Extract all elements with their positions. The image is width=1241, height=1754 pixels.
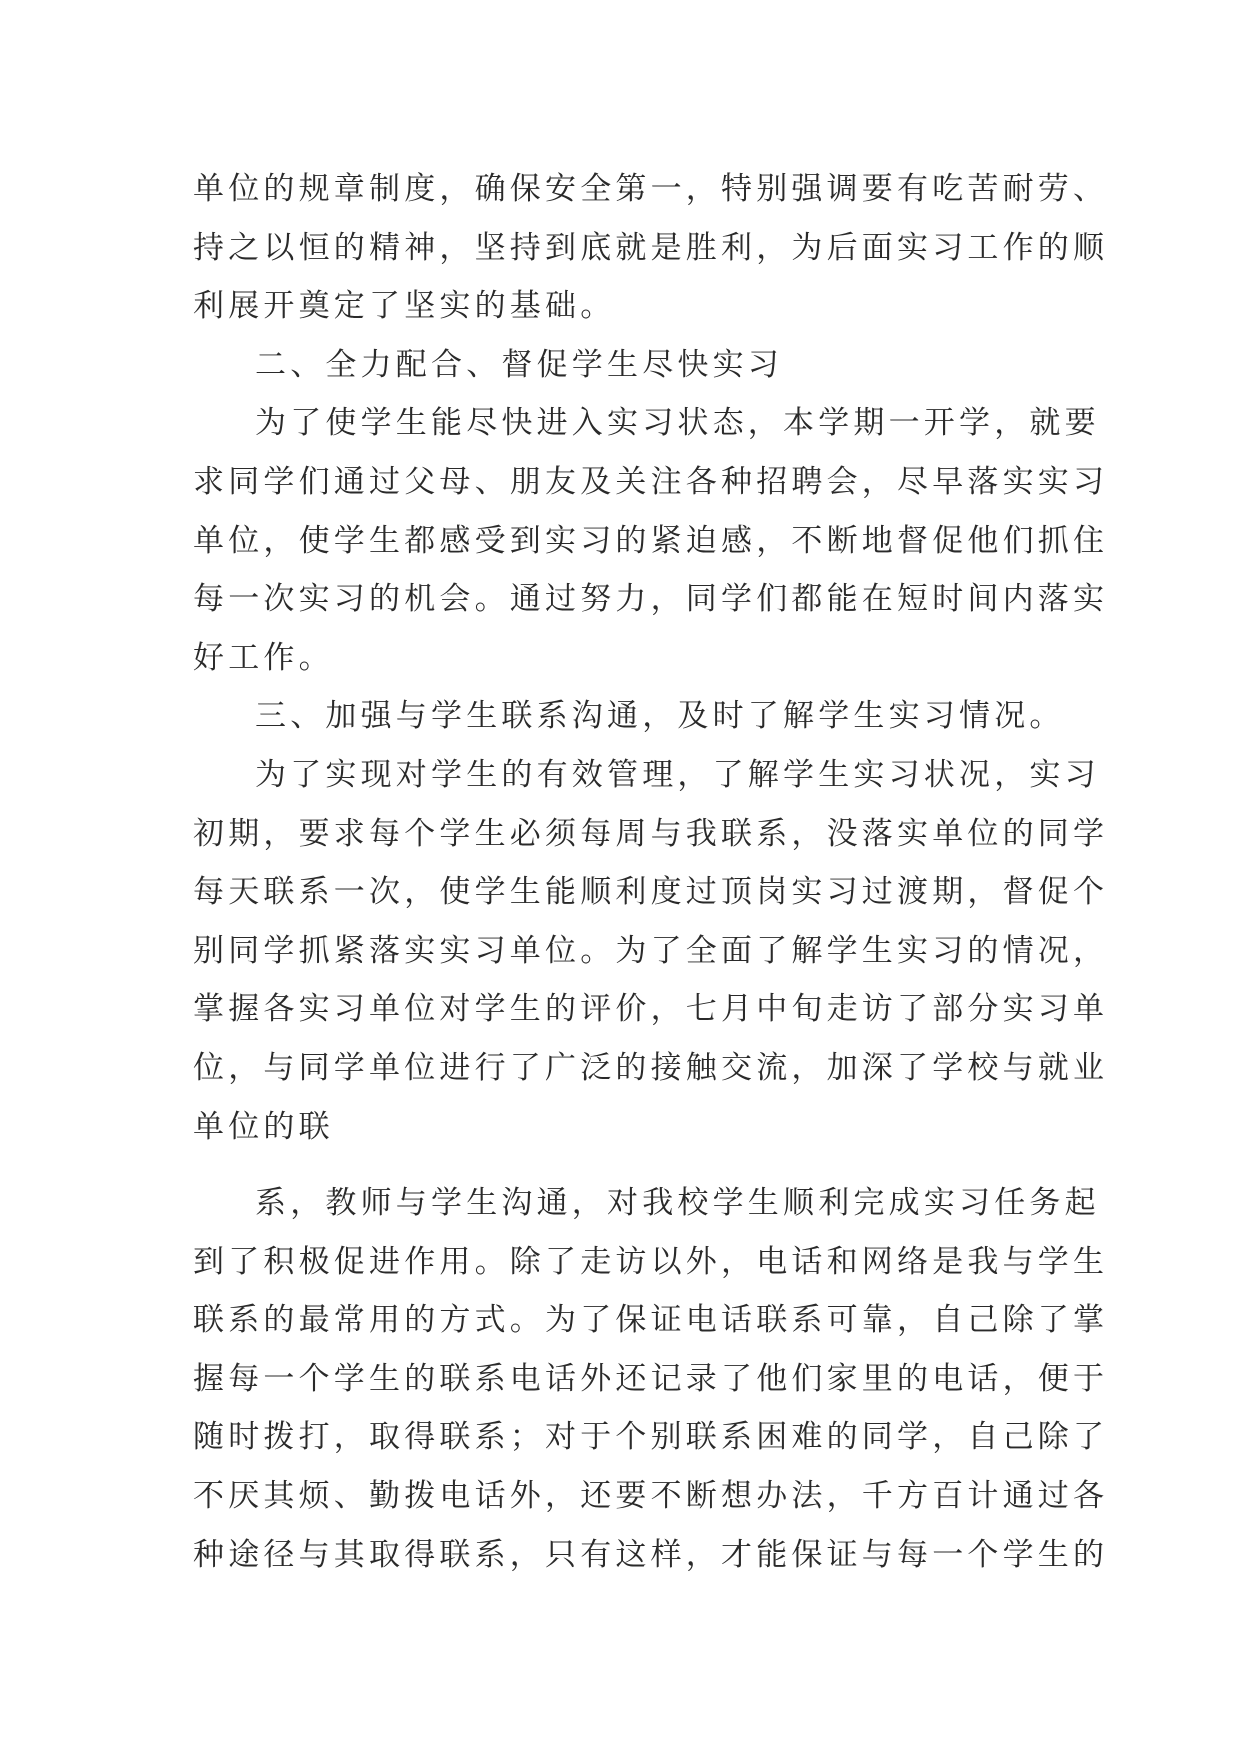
paragraph-gap — [193, 1156, 1053, 1174]
text-line: 求同学们通过父母、朋友及关注各种招聘会，尽早落实实习 — [193, 463, 1109, 500]
text-line: 位，与同学单位进行了广泛的接触交流，加深了学校与就业 — [193, 1049, 1109, 1086]
section-heading: 二、全力配合、督促学生尽快实习 — [255, 346, 783, 383]
text-line: 联系的最常用的方式。为了保证电话联系可靠，自己除了掌 — [193, 1302, 1109, 1339]
text-line: 别同学抓紧落实实习单位。为了全面了解学生实习的情况， — [193, 932, 1109, 969]
text-line: 每天联系一次，使学生能顺利度过顶岗实习过渡期，督促个 — [193, 874, 1109, 911]
text-line: 为了实现对学生的有效管理，了解学生实习状况，实习 — [255, 756, 1100, 793]
text-line: 握每一个学生的联系电话外还记录了他们家里的电话，便于 — [193, 1360, 1109, 1397]
text-line: 持之以恒的精神，坚持到底就是胜利，为后面实习工作的顺 — [193, 229, 1109, 266]
text-line: 单位的联 — [193, 1108, 334, 1145]
text-line: 种途径与其取得联系，只有这样，才能保证与每一个学生的 — [193, 1536, 1109, 1573]
text-line: 随时拨打，取得联系；对于个别联系困难的同学，自己除了 — [193, 1419, 1109, 1456]
text-line: 好工作。 — [193, 639, 334, 676]
text-line: 初期，要求每个学生必须每周与我联系，没落实单位的同学 — [193, 815, 1109, 852]
text-line: 系，教师与学生沟通，对我校学生顺利完成实习任务起 — [255, 1185, 1100, 1222]
text-line: 为了使学生能尽快进入实习状态，本学期一开学，就要 — [255, 405, 1100, 442]
text-line: 利展开奠定了坚实的基础。 — [193, 288, 616, 325]
text-line: 每一次实习的机会。通过努力，同学们都能在短时间内落实 — [193, 581, 1109, 618]
document-body — [193, 160, 1109, 1584]
section-heading: 三、加强与学生联系沟通，及时了解学生实习情况。 — [255, 698, 1065, 735]
text-line: 到了积极促进作用。除了走访以外，电话和网络是我与学生 — [193, 1243, 1109, 1280]
text-line: 单位，使学生都感受到实习的紧迫感，不断地督促他们抓住 — [193, 522, 1109, 559]
text-line: 掌握各实习单位对学生的评价，七月中旬走访了部分实习单 — [193, 991, 1109, 1028]
text-line: 单位的规章制度，确保安全第一，特别强调要有吃苦耐劳、 — [193, 171, 1109, 207]
text-line: 不厌其烦、勤拨电话外，还要不断想办法，千方百计通过各 — [193, 1478, 1109, 1515]
